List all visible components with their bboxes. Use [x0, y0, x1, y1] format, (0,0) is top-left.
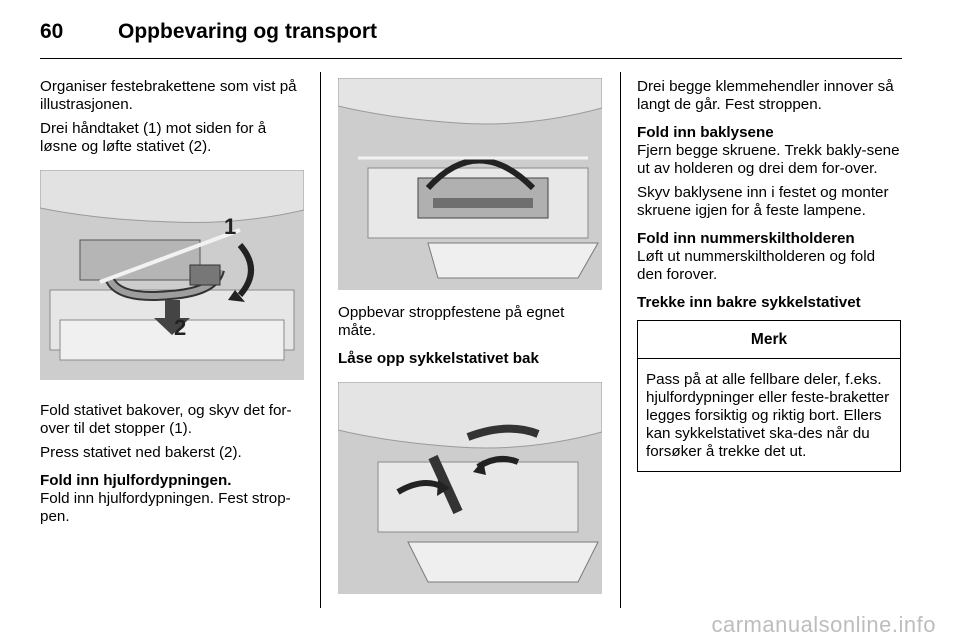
- page-header: [40, 18, 902, 58]
- paragraph: Fjern begge skruene. Trekk bakly-sene ut av holderen og drei dem for-over.: [637, 142, 900, 177]
- paragraph: Press stativet ned bakerst (2).: [40, 444, 242, 461]
- header-divider: [40, 58, 902, 59]
- note-body: Pass på at alle fellbare deler, f.eks. hjulfordypninger eller feste-braketter legges forsiktig og riktig bort. Ellers kan sykkelstativet ska-des når du forsøker å trekke det ut.: [646, 371, 890, 460]
- paragraph: Oppbevar stroppfestene på egnet måte.: [338, 304, 565, 339]
- paragraph: Fold inn hjulfordypningen. Fest strop-pen.: [40, 490, 291, 525]
- illustration-rack-handle: [40, 170, 304, 380]
- column-divider-2: [620, 72, 621, 608]
- paragraph: Organiser festebrakettene som vist på illustrasjonen.: [40, 78, 297, 113]
- section-heading: Trekke inn bakre sykkelstativet: [637, 294, 861, 311]
- column-divider-1: [320, 72, 321, 608]
- note-box: [637, 320, 901, 472]
- page-number: 60: [40, 20, 64, 43]
- illustration-unlock-rack: [338, 382, 602, 594]
- paragraph: Drei begge klemmehendler innover så langt de går. Fest stroppen.: [637, 78, 894, 113]
- column-3: [637, 78, 903, 472]
- section-heading: Fold inn nummerskiltholderen: [637, 230, 855, 247]
- note-title: Merk: [638, 321, 900, 359]
- figure-label-2: 2: [174, 315, 187, 340]
- paragraph: Drei håndtaket (1) mot siden for å løsne og løfte stativet (2).: [40, 120, 267, 155]
- section-heading: Fold inn baklysene: [637, 124, 774, 141]
- section-heading: Fold inn hjulfordypningen.: [40, 472, 232, 489]
- paragraph: Skyv baklysene inn i festet og monter skruene igjen for å feste lampene.: [637, 184, 889, 219]
- watermark: carmanualsonline.info: [711, 612, 936, 637]
- paragraph: Fold stativet bakover, og skyv det for-over til det stopper (1).: [40, 402, 292, 437]
- page-title: Oppbevaring og transport: [118, 20, 378, 43]
- illustration-strap-storage: [338, 78, 602, 290]
- figure-label-1: 1: [224, 214, 237, 239]
- column-2: [338, 78, 604, 594]
- column-1: [40, 78, 304, 532]
- section-heading: Låse opp sykkelstativet bak: [338, 350, 539, 367]
- paragraph: Løft ut nummerskiltholderen og fold den forover.: [637, 248, 876, 283]
